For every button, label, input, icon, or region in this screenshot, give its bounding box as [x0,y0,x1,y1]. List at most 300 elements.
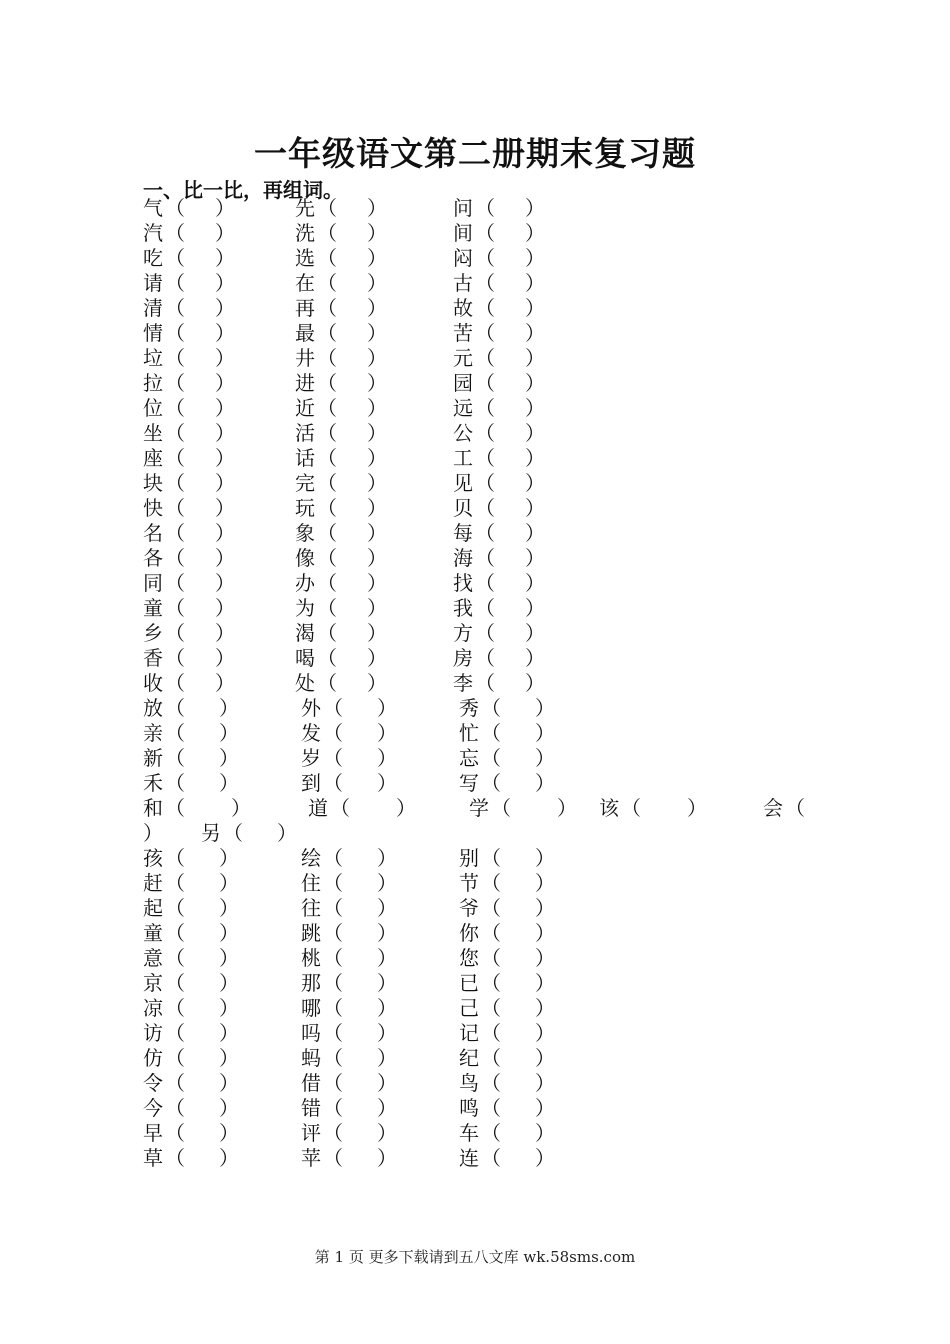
open-paren: （ [165,296,185,320]
word-item [143,871,239,895]
open-paren: （ [317,246,337,270]
close-paren: ） [215,296,235,320]
word-item [143,246,235,270]
close-paren: ） [377,771,397,795]
open-paren: （ [165,1046,185,1070]
close-paren: ） [377,946,397,970]
character: 故 [453,296,473,320]
character: 古 [453,271,473,295]
character: 节 [459,871,479,895]
character: 凉 [143,996,163,1020]
close-paren: ） [535,921,555,945]
word-item [459,846,555,870]
word-item [143,921,239,945]
character: 和 [143,796,163,820]
close-paren: ） [219,721,239,745]
close-paren: ） [525,346,545,370]
character: 草 [143,1146,163,1170]
word-item [301,1121,397,1145]
word-item [143,446,235,470]
open-paren: （ [317,296,337,320]
open-paren: （ [323,996,343,1020]
character: 先 [295,196,315,220]
open-paren: （ [165,971,185,995]
open-paren: （ [165,1121,185,1145]
open-paren: （ [323,746,343,770]
open-paren: （ [317,671,337,695]
open-paren: （ [165,696,185,720]
character: 座 [143,446,163,470]
close-paren: ） [525,446,545,470]
character: 汽 [143,221,163,245]
word-item [143,471,235,495]
word-row [143,1096,823,1121]
word-item [143,346,235,370]
word-item [453,221,545,245]
close-paren: ） [377,921,397,945]
word-item [459,946,555,970]
word-item [453,246,545,270]
character: 间 [453,221,473,245]
word-item [143,221,235,245]
open-paren: （ [475,296,495,320]
character: 进 [295,371,315,395]
open-paren: （ [481,946,501,970]
close-paren: ） [215,671,235,695]
word-row [143,846,823,871]
word-row-wrapped [143,821,823,846]
character: 选 [295,246,315,270]
character: 桃 [301,946,321,970]
word-row [143,671,823,696]
close-paren: ） [525,571,545,595]
character: 今 [143,1096,163,1120]
word-row [143,521,823,546]
character: 发 [301,721,321,745]
word-item [453,471,545,495]
close-paren: ） [367,471,387,495]
word-row [143,621,823,646]
close-paren: ） [535,871,555,895]
character: 拉 [143,371,163,395]
word-item [295,371,387,395]
open-paren: （ [165,746,185,770]
word-item [143,296,235,320]
close-paren: ） [219,1046,239,1070]
character: 海 [453,546,473,570]
close-paren: ） [367,646,387,670]
character: 垃 [143,346,163,370]
close-paren: ） [367,371,387,395]
word-row [143,196,823,221]
word-item [453,521,545,545]
word-item [295,296,387,320]
open-paren: （ [165,621,185,645]
character: 到 [301,771,321,795]
open-paren: （ [323,1021,343,1045]
word-item [453,396,545,420]
open-paren: （ [475,421,495,445]
character: 李 [453,671,473,695]
word-item [143,646,235,670]
close-paren: ） [367,521,387,545]
word-row [143,221,823,246]
word-item [301,721,397,745]
word-item [459,721,555,745]
open-paren: （ [323,846,343,870]
character: 爷 [459,896,479,920]
close-paren: ） [377,1121,397,1145]
word-row [143,971,823,996]
open-paren: （ [223,821,243,845]
character: 每 [453,521,473,545]
character: 房 [453,646,473,670]
close-paren: ） [525,521,545,545]
word-row [143,446,823,471]
word-item [143,271,235,295]
word-item [459,1021,555,1045]
character: 乡 [143,621,163,645]
character: 另 [201,821,221,845]
character: 像 [295,546,315,570]
close-paren: ） [219,971,239,995]
word-item [599,796,707,820]
open-paren: （ [475,621,495,645]
word-row [143,921,823,946]
open-paren: （ [481,1071,501,1095]
close-paren: ） [525,546,545,570]
character: 最 [295,321,315,345]
character: 早 [143,1121,163,1145]
open-paren: （ [323,771,343,795]
open-paren: （ [323,1046,343,1070]
word-item [453,671,545,695]
close-paren: ） [535,696,555,720]
close-paren: ） [525,471,545,495]
word-item [453,546,545,570]
word-row [143,296,823,321]
open-paren: （ [317,646,337,670]
close-paren: ） [525,671,545,695]
character: 公 [453,421,473,445]
word-item [143,671,235,695]
word-item [143,896,239,920]
word-item [459,696,555,720]
close-paren: ） [367,321,387,345]
word-item [459,871,555,895]
character: 亲 [143,721,163,745]
word-item [295,446,387,470]
word-item [143,196,235,220]
word-item [301,1046,397,1070]
character: 同 [143,571,163,595]
word-item [295,496,387,520]
close-paren: ） [525,271,545,295]
word-row [143,546,823,571]
word-row [143,1121,823,1146]
character: 京 [143,971,163,995]
word-item [143,1046,239,1070]
close-paren: ） [535,771,555,795]
word-item [143,546,235,570]
close-paren: ） [377,1146,397,1170]
close-paren: ） [377,1021,397,1045]
close-paren: ） [535,1146,555,1170]
open-paren: （ [475,571,495,595]
word-item [295,346,387,370]
close-paren: ） [215,571,235,595]
open-paren: （ [317,421,337,445]
word-item [459,1046,555,1070]
character: 工 [453,446,473,470]
word-item [295,396,387,420]
word-row [143,1071,823,1096]
open-paren: （ [165,796,185,820]
word-row [143,596,823,621]
close-paren: ） [215,246,235,270]
character: 吃 [143,246,163,270]
close-paren: ） [535,1096,555,1120]
word-item [143,996,239,1020]
word-item [308,796,416,820]
page-title: 一年级语文第二册期末复习题 [254,134,696,173]
open-paren: （ [475,346,495,370]
word-item [295,571,387,595]
close-paren: ） [367,496,387,520]
close-paren: ） [525,246,545,270]
character: 会 [763,796,783,820]
character: 闷 [453,246,473,270]
word-item [143,946,239,970]
character: 新 [143,746,163,770]
character: 学 [469,796,489,820]
close-paren: ） [525,296,545,320]
character: 在 [295,271,315,295]
character: 再 [295,296,315,320]
word-row [143,871,823,896]
word-item [453,346,545,370]
close-paren: ） [219,771,239,795]
word-item [143,721,239,745]
word-item [295,621,387,645]
character: 喝 [295,646,315,670]
character: 远 [453,396,473,420]
open-paren: （ [165,646,185,670]
close-paren: ） [535,721,555,745]
close-paren: ） [215,421,235,445]
close-paren: ） [367,621,387,645]
word-row [143,996,823,1021]
open-paren: （ [475,396,495,420]
open-paren: （ [165,1096,185,1120]
close-paren: ） [377,846,397,870]
close-paren: ） [367,671,387,695]
word-item [143,396,235,420]
open-paren: （ [165,546,185,570]
word-item [453,421,545,445]
open-paren: （ [481,1146,501,1170]
word-item [143,1096,239,1120]
open-paren: （ [481,871,501,895]
open-paren: （ [475,196,495,220]
open-paren: （ [165,571,185,595]
character: 令 [143,1071,163,1095]
character: 起 [143,896,163,920]
character: 玩 [295,496,315,520]
open-paren: （ [475,446,495,470]
close-paren: ） [535,996,555,1020]
word-row [143,771,823,796]
character: 鸣 [459,1096,479,1120]
character: 苹 [301,1146,321,1170]
open-paren: （ [323,896,343,920]
word-item [201,821,297,845]
open-paren: （ [317,371,337,395]
close-paren: ） [377,1096,397,1120]
close-paren: ） [525,371,545,395]
word-item [301,1071,397,1095]
open-paren: （ [165,471,185,495]
open-paren: （ [165,1021,185,1045]
close-paren: ） [525,421,545,445]
word-item [469,796,577,820]
word-row [143,246,823,271]
word-row [143,396,823,421]
character: 苦 [453,321,473,345]
character: 岁 [301,746,321,770]
open-paren: （ [481,996,501,1020]
character: 赶 [143,871,163,895]
character: 车 [459,1121,479,1145]
word-item [301,1146,397,1170]
open-paren: （ [165,996,185,1020]
open-paren: （ [785,796,805,820]
close-paren: ） [535,846,555,870]
open-paren: （ [317,271,337,295]
close-paren: ） [525,621,545,645]
character: 渴 [295,621,315,645]
word-item [295,521,387,545]
open-paren: （ [165,446,185,470]
character: 快 [143,496,163,520]
close-paren: ） [535,1121,555,1145]
close-paren: ） [215,346,235,370]
open-paren: （ [165,671,185,695]
word-item [295,596,387,620]
character: 位 [143,396,163,420]
open-paren: （ [165,346,185,370]
close-paren: ） [525,396,545,420]
character: 香 [143,646,163,670]
section-heading: 一、比一比，再组词。 [143,178,343,202]
word-item [459,1121,555,1145]
close-paren: ） [219,996,239,1020]
word-row [143,696,823,721]
character: 清 [143,296,163,320]
word-item [295,271,387,295]
word-row [143,946,823,971]
open-paren: （ [323,1146,343,1170]
close-paren: ） [396,796,416,820]
character: 贝 [453,496,473,520]
character: 话 [295,446,315,470]
close-paren: ） [525,596,545,620]
close-paren: ） [215,546,235,570]
open-paren: （ [317,321,337,345]
open-paren: （ [481,1121,501,1145]
character: 孩 [143,846,163,870]
open-paren: （ [475,246,495,270]
character: 该 [599,796,619,820]
word-item [301,846,397,870]
character: 蚂 [301,1046,321,1070]
open-paren: （ [475,546,495,570]
close-paren: ） [215,446,235,470]
character: 坐 [143,421,163,445]
open-paren: （ [165,1071,185,1095]
word-item [301,746,397,770]
close-paren: ） [525,321,545,345]
open-paren: （ [165,771,185,795]
close-paren: ） [367,546,387,570]
close-paren: ） [367,246,387,270]
word-item [459,1096,555,1120]
open-paren: （ [317,571,337,595]
word-row [143,346,823,371]
close-paren: ） [219,1146,239,1170]
word-item [301,946,397,970]
word-item [459,896,555,920]
word-grid [143,196,823,1171]
close-paren: ） [215,271,235,295]
open-paren: （ [165,196,185,220]
close-paren: ） [367,221,387,245]
open-paren: （ [323,1096,343,1120]
close-paren: ） [219,946,239,970]
word-item [453,271,545,295]
open-paren: （ [165,246,185,270]
open-paren: （ [491,796,511,820]
open-paren: （ [317,521,337,545]
character: 见 [453,471,473,495]
word-row [143,1146,823,1171]
character: 办 [295,571,315,595]
close-paren: ） [367,396,387,420]
character: 鸟 [459,1071,479,1095]
close-paren: ） [367,571,387,595]
character: 洗 [295,221,315,245]
open-paren: （ [323,946,343,970]
character: 记 [459,1021,479,1045]
open-paren: （ [323,921,343,945]
character: 外 [301,696,321,720]
word-item [301,771,397,795]
close-paren: ） [535,1071,555,1095]
word-item [453,296,545,320]
character: 收 [143,671,163,695]
open-paren: （ [317,446,337,470]
close-paren: ） [535,946,555,970]
character: 块 [143,471,163,495]
word-item [453,596,545,620]
character: 借 [301,1071,321,1095]
open-paren: （ [475,671,495,695]
open-paren: （ [323,1121,343,1145]
word-item [143,421,235,445]
character: 意 [143,946,163,970]
open-paren: （ [481,1021,501,1045]
character: 情 [143,321,163,345]
